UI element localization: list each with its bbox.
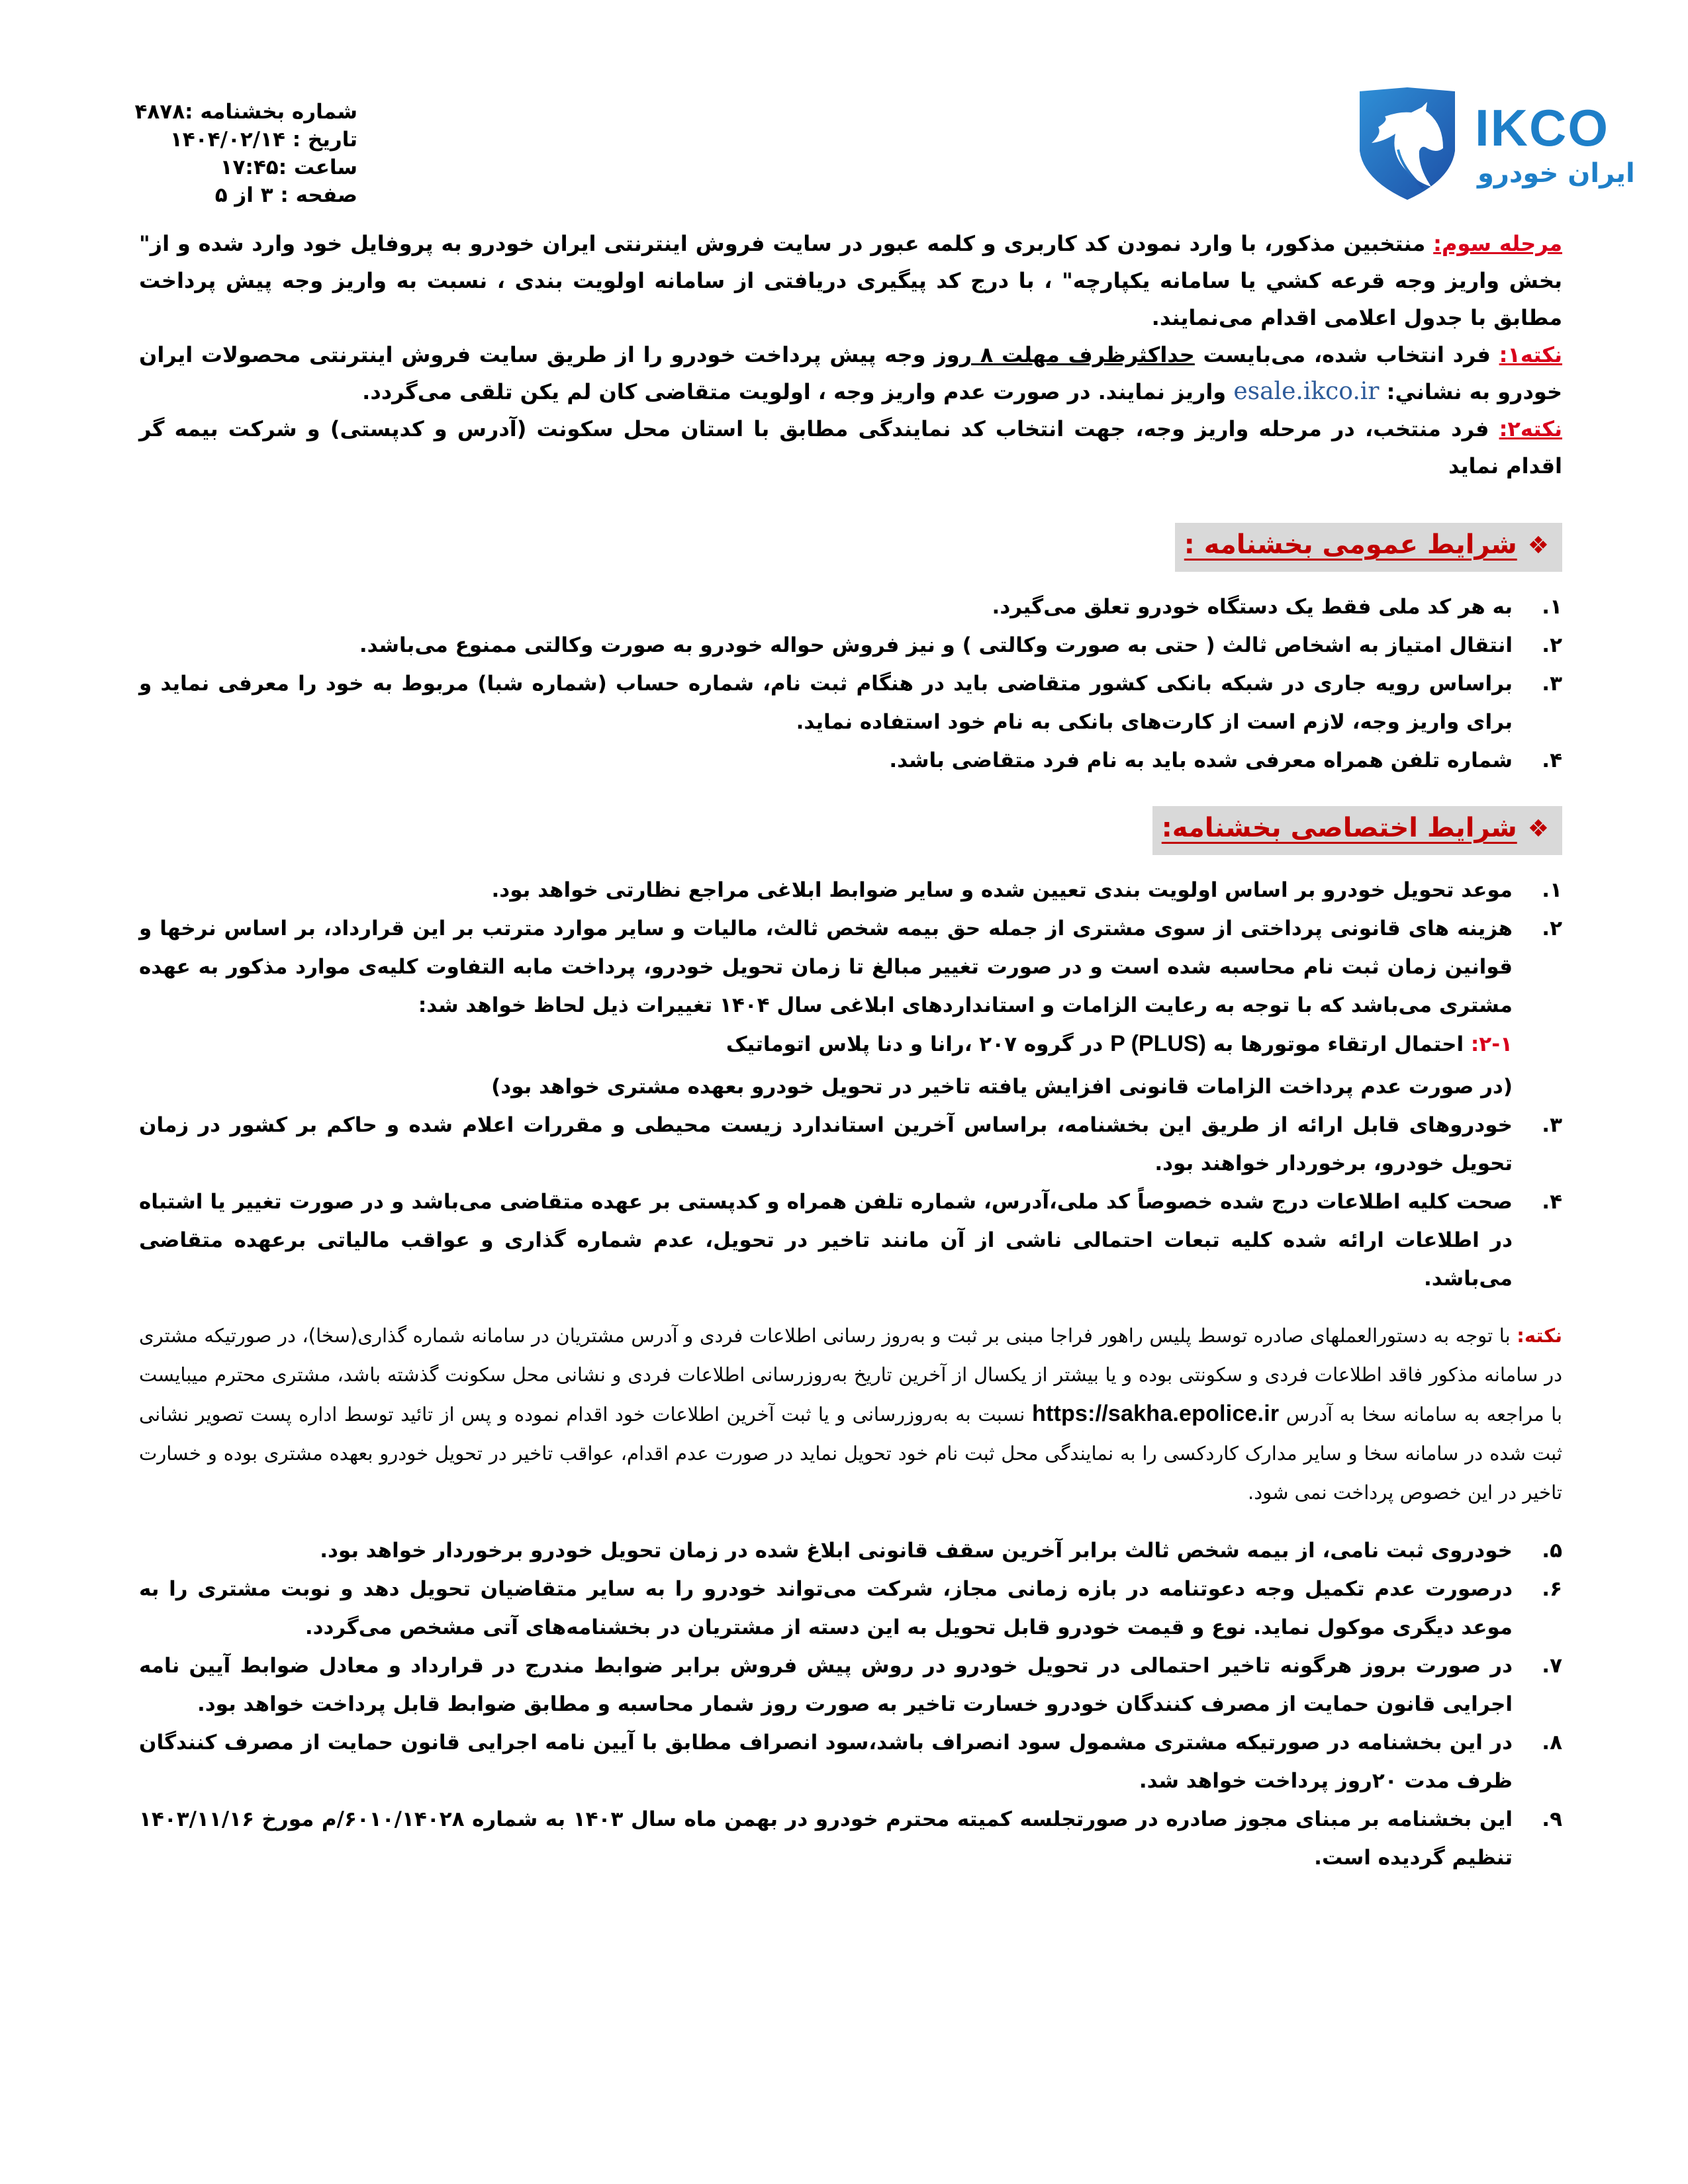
note1-paragraph xyxy=(139,336,1562,410)
list-item xyxy=(139,1106,1562,1183)
stage3-label: مرحله سوم: xyxy=(1433,231,1563,256)
sakha-note-text-a: با توجه به دستورالعملهای صادره توسط پلیس راهور فراجا مبنی بر ثبت و به‌روز رسانی اطلاعات فردی و آدرس مشتریان در سامانه شماره گذاری(سخا)، در صورتیکه مشتری در سامانه مذکور فاقد اطلاعات فردی و سکونتی بوده و یا بیشتر از یکسال از آخرین تاریخ به‌روزرسانی اطلاعات فردی و نشانی محل سکونت گذشته باشد، مشتری محترم میبایست با مراجعه به سامانه سخا به آدرس xyxy=(139,1324,1562,1426)
diamond-bullet-icon: ❖ xyxy=(1527,532,1549,559)
sub-item-text-b: در گروه ۲۰۷ ،رانا و دنا پلاس اتوماتیک xyxy=(726,1032,1111,1056)
specific-conditions-list-final xyxy=(139,1531,1562,1877)
list-item xyxy=(139,1723,1562,1800)
general-conditions-title: شرایط عمومی بخشنامه : xyxy=(1184,529,1517,560)
circular-date: تاریخ : ۱۴۰۴/۰۲/۱۴ xyxy=(169,128,357,152)
list-item xyxy=(139,1531,1562,1570)
note1-text-c: واریز نمایند. در صورت عدم واریز وجه ، اولویت متقاضی کان لم یکن تلقی می‌گردد. xyxy=(362,379,1234,404)
item-text: در صورت بروز هرگونه تاخیر احتمالی در تحویل خودرو در روش پیش فروش برابر ضوابط مندرج در قرارداد و معادل ضوابط آیین نامه اجرایی قانون حمایت از مصرف کنندگان خودرو خسارت تاخیر به صورت روز شمار محاسبه و مطابق ضوابط قابل پرداخت خواهد بود. xyxy=(139,1654,1513,1716)
sub-item-2-1 xyxy=(139,1024,1562,1064)
horse-shield-icon xyxy=(1358,87,1456,201)
item-number: ۲. xyxy=(1542,633,1562,657)
list-item xyxy=(139,741,1562,780)
item-number: ۶. xyxy=(1542,1577,1562,1601)
list-item xyxy=(139,664,1562,741)
item-number: ۷. xyxy=(1542,1654,1562,1678)
item-text: صحت کلیه اطلاعات درج شده خصوصاً کد ملی،آدرس، شماره تلفن همراه و کدپستی بر عهده متقاضی می‌باشد و در صورت تغییر یا اشتباه در اطلاعات ارائه شده کلیه تبعات احتمالی ناشی از آن مانند تاخیر در تحویل، عدم شماره گذاری و عواقب مالیاتی برعهده متقاضی می‌باشد. xyxy=(139,1190,1513,1291)
note1-text-b: وجه پیش پرداخت خودرو را از طریق سایت فروش اینترنتی محصولات ایران خودرو به نشاني: xyxy=(139,342,1562,404)
list-item xyxy=(139,588,1562,626)
item-text: خودروی ثبت نامی، از بیمه شخص ثالث برابر آخرین سقف قانونی ابلاغ شده در زمان تحویل خودرو برخوردار خواهد بود. xyxy=(320,1539,1513,1563)
item-text: درصورت عدم تکمیل وجه دعوتنامه در بازه زمانی مجاز، شرکت می‌تواند خودرو را به سایر متقاضیان تحویل دهد و نوبت مشتری را به موعد دیگری موکول نماید. نوع و قیمت خودرو قابل تحویل به این دسته از مشتریان در بخشنامه‌های آتی مشخص می‌گردد. xyxy=(139,1577,1513,1639)
brand-persian: ایران خودرو xyxy=(1477,158,1635,189)
list-item xyxy=(139,871,1562,909)
page-number: صفحه : ۳ از ۵ xyxy=(214,183,357,207)
sub-item-text-a: احتمال ارتقاء موتورها به xyxy=(1205,1032,1471,1056)
specific-conditions-list-continued xyxy=(139,1106,1562,1298)
specific-conditions-list xyxy=(139,871,1562,1024)
sakha-link[interactable]: https://sakha.epolice.ir xyxy=(1032,1401,1280,1426)
esale-link[interactable]: esale.ikco.ir xyxy=(1233,378,1380,405)
note2-label: نکته۲: xyxy=(1499,416,1562,441)
sakha-note-label: نکته: xyxy=(1517,1324,1562,1347)
circular-meta xyxy=(132,98,357,209)
list-item xyxy=(139,1570,1562,1647)
list-item xyxy=(139,1800,1562,1877)
note1-deadline: حداکثرظرف مهلت ۸ روز xyxy=(934,342,1195,367)
specific-conditions-title: شرایط اختصاصی بخشنامه: xyxy=(1161,813,1517,843)
specific-conditions-heading xyxy=(1152,806,1562,855)
item-number: ۹. xyxy=(1542,1807,1562,1831)
item-text: خودروهای قابل ارائه از طریق این بخشنامه، براساس آخرین استاندارد زیست محیطی و مقررات اعلام شده و حاکم بر کشور در زمان تحویل خودرو، برخوردار خواهند بود. xyxy=(139,1113,1513,1175)
item-number: ۳. xyxy=(1542,1113,1562,1137)
item-text: به هر کد ملی فقط یک دستگاه خودرو تعلق می‌گیرد. xyxy=(992,595,1513,619)
item-number: ۱. xyxy=(1542,595,1562,619)
sakha-note-text-b: نسبت به به‌روزرسانی و یا ثبت آخرین اطلاعات خود اقدام نموده و پس از تائید توسط اداره پست تصویر نشانی ثبت شده در سامانه سخا و سایر مدارک کاردکسی را به نمایندگی محل ثبت نام خود تحویل نماید در صورت عدم اقدام، عواقب تاخیر در تحویل خودرو بعهده مشتری بوده و خسارت تاخیر در این خصوص پرداخت نمی شود. xyxy=(139,1403,1562,1504)
list-item xyxy=(139,1647,1562,1723)
item-text: هزینه های قانونی پرداختی از سوی مشتری از جمله حق بیمه شخص ثالث، مالیات و سایر موارد مترتب بر این قرارداد، بر اساس نرخها و قوانین زمان ثبت نام محاسبه شده است و در صورت تغییر مبالغ تا زمان تحویل خودرو، پرداخت مابه التفاوت کلیه‌ی موارد مذکور به عهده مشتری می‌باشد که با توجه به رعایت الزامات و استانداردهای ابلاغی سال ۱۴۰۴ تغییرات ذیل لحاظ خواهد شد: xyxy=(139,917,1513,1017)
note2-paragraph xyxy=(139,410,1562,484)
item-number: ۵. xyxy=(1542,1539,1562,1563)
circular-body xyxy=(139,225,1562,1877)
item-number: ۳. xyxy=(1542,672,1562,696)
sub-item-condition: (در صورت عدم پرداخت الزامات قانونی افزایش یافته تاخیر در تحویل خودرو بعهده مشتری خواهد بود) xyxy=(491,1075,1513,1099)
note2-text: فرد منتخب، در مرحله واریز وجه، جهت انتخاب کد نمایندگی مطابق با استان محل سکونت (آدرس و کدپستی) و شرکت بیمه گر اقدام نماید xyxy=(139,416,1562,478)
stage3-paragraph xyxy=(139,225,1562,336)
note1-label: نکته۱: xyxy=(1499,342,1563,367)
item-text: در این بخشنامه در صورتیکه مشتری مشمول سود انصراف باشد،سود انصراف مطابق با آیین نامه اجرایی قانون حمایت از مصرف کنندگان ظرف مدت ۲۰روز پرداخت خواهد شد. xyxy=(139,1731,1513,1793)
ikco-logo xyxy=(1350,73,1635,199)
general-conditions-heading xyxy=(1175,523,1562,572)
item-number: ۴. xyxy=(1542,1190,1562,1214)
item-number: ۴. xyxy=(1542,749,1562,772)
brand-latin: IKCO xyxy=(1475,99,1609,157)
general-conditions-list xyxy=(139,588,1562,780)
circular-time: ساعت :۱۷:۴۵ xyxy=(220,156,357,179)
note1-text-a: فرد انتخاب شده، می‌بایست xyxy=(1194,342,1499,367)
item-text: این بخشنامه بر مبنای مجوز صادره در صورتجلسه کمیته محترم خودرو در بهمن ماه سال ۱۴۰۳ به شماره ۶۰۱۰/۱۴۰۲۸/م مورخ ۱۴۰۳/۱۱/۱۶ تنظیم گردیده است. xyxy=(139,1807,1513,1870)
item-number: ۸. xyxy=(1542,1731,1562,1754)
stage3-text: منتخبین مذکور، با وارد نمودن کد کاربری و کلمه عبور در سایت فروش اینترنتی ایران خودرو به پروفایل خود وارد شده و از" بخش واریز وجه قرعه کشي يا سامانه یکپارچه" ، با درج کد پیگیری دریافتی از سامانه اولویت بندی ، نسبت به واریز وجه پیش پرداخت مطابق با جدول اعلامی اقدام می‌نمایند. xyxy=(139,231,1562,330)
item-number: ۲. xyxy=(1542,917,1562,940)
sakha-note xyxy=(139,1316,1562,1512)
item-number: ۱. xyxy=(1542,878,1562,902)
list-item xyxy=(139,626,1562,664)
engine-plus-label: P (PLUS) xyxy=(1110,1031,1206,1056)
list-item xyxy=(139,909,1562,1024)
item-text: موعد تحویل خودرو بر اساس اولویت بندی تعیین شده و سایر ضوابط ابلاغی مراجع نظارتی خواهد بود. xyxy=(491,878,1513,902)
list-item xyxy=(139,1183,1562,1298)
sub-item-label: ۲-۱: xyxy=(1470,1032,1513,1056)
item-text: براساس رویه جاری در شبکه بانکی کشور متقاضی باید در هنگام ثبت نام، شماره حساب (شماره شبا) مربوط به خود را معرفی نماید و برای واریز وجه، لازم است از کارت‌های بانکی به نام خود استفاده نماید. xyxy=(139,672,1513,734)
item-text: شماره تلفن همراه معرفی شده باید به نام فرد متقاضی باشد. xyxy=(889,749,1513,772)
diamond-bullet-icon: ❖ xyxy=(1527,815,1549,842)
item-text: انتقال امتیاز به اشخاص ثالث ( حتی به صورت وکالتی ) و نیز فروش حواله خودرو به صورت وکالتی ممنوع می‌باشد. xyxy=(359,633,1513,657)
circular-number: شماره بخشنامه :۴۸۷۸ xyxy=(134,100,357,124)
